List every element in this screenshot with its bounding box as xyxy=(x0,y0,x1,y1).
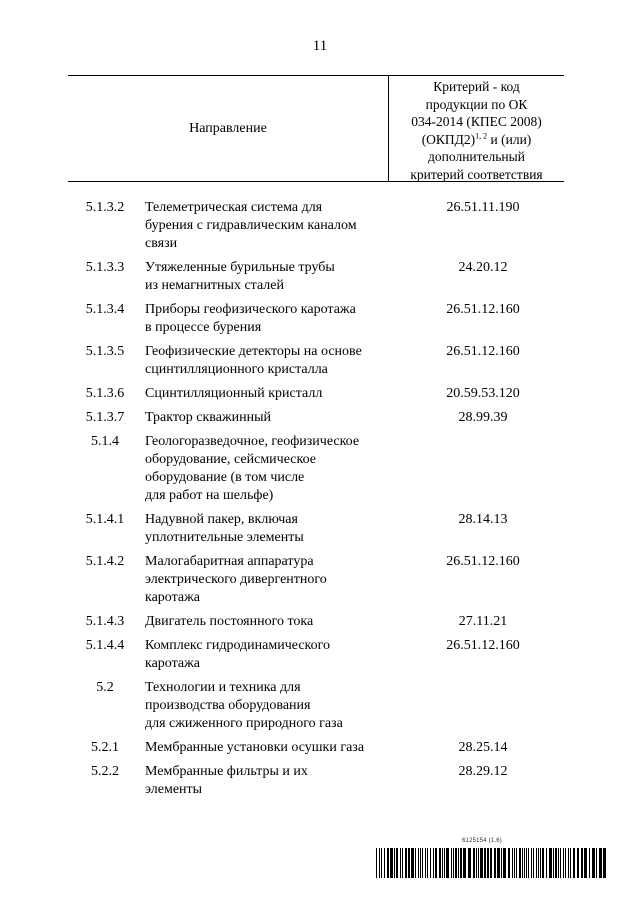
row-code: 26.51.12.160 xyxy=(446,554,520,569)
table-row xyxy=(68,409,564,427)
row-code: 26.51.12.160 xyxy=(446,638,520,653)
row-number: 5.1.3.6 xyxy=(85,386,125,401)
row-number: 5.1.3.7 xyxy=(85,410,125,425)
row-name: Сцинтилляционный кристалл xyxy=(145,386,323,401)
table-row xyxy=(68,301,564,337)
table-row xyxy=(68,553,564,607)
table-row xyxy=(68,343,564,379)
row-code: 24.20.12 xyxy=(458,260,508,275)
header-criterion-line: критерий соответствия xyxy=(410,166,543,182)
header-criterion-line: продукции по ОК xyxy=(425,96,528,112)
row-name: Трактор скважинный xyxy=(145,410,271,425)
table-row xyxy=(68,739,564,757)
row-name: Телеметрическая система для бурения с гидравлическим каналом связи xyxy=(145,200,357,251)
row-number: 5.1.3.4 xyxy=(85,302,125,317)
row-number: 5.1.4.2 xyxy=(85,554,125,569)
row-name: Мембранные фильтры и их элементы xyxy=(145,764,308,797)
table-row-section xyxy=(68,433,564,505)
row-number: 5.1.4.4 xyxy=(85,638,125,653)
row-code: 28.99.39 xyxy=(458,410,508,425)
footnote-reference: 1, 2 xyxy=(475,131,488,140)
row-name: Технологии и техника для производства оборудования для сжиженного природного газа xyxy=(145,680,343,731)
table-row xyxy=(68,259,564,295)
product-table xyxy=(68,75,564,805)
table-body xyxy=(68,199,564,799)
row-number: 5.2.2 xyxy=(91,764,119,779)
table-row xyxy=(68,637,564,673)
header-criterion-line: (ОКПД2)$^{1, 2}$ и (или) xyxy=(421,131,532,147)
row-code: 28.14.13 xyxy=(458,512,508,527)
page-number: 11 xyxy=(312,38,328,54)
barcode-caption: 6125154 (1.6) xyxy=(462,838,502,844)
row-number: 5.1.4 xyxy=(91,434,119,449)
row-name: Приборы геофизического каротажа в процессе бурения xyxy=(145,302,356,335)
row-number: 5.1.3.5 xyxy=(85,344,125,359)
header-direction: Направление xyxy=(189,120,267,136)
header-criterion-line: дополнительный xyxy=(428,149,525,164)
table-row-section xyxy=(68,679,564,733)
row-number: 5.1.4.1 xyxy=(85,512,125,527)
document-barcode xyxy=(376,836,606,882)
row-number: 5.1.3.2 xyxy=(85,200,125,215)
row-code: 26.51.11.190 xyxy=(446,200,520,215)
row-number: 5.2 xyxy=(96,680,114,695)
row-code: 20.59.53.120 xyxy=(446,386,520,401)
row-name: Малогабаритная аппаратура электрического дивергентного каротажа xyxy=(145,554,327,605)
header-criterion xyxy=(388,76,564,181)
row-name: Утяжеленные бурильные трубы из немагнитных сталей xyxy=(145,260,335,293)
table-header xyxy=(68,75,564,182)
row-number: 5.2.1 xyxy=(91,740,119,755)
header-criterion-line: Критерий - код xyxy=(433,79,520,94)
table-row xyxy=(68,613,564,631)
row-code: 26.51.12.160 xyxy=(446,302,520,317)
row-code: 28.25.14 xyxy=(458,740,508,755)
row-name: Геофизические детекторы на основе сцинтилляционного кристалла xyxy=(145,344,362,377)
row-code: 27.11.21 xyxy=(458,614,508,629)
row-name: Мембранные установки осушки газа xyxy=(145,740,365,755)
table-row xyxy=(68,763,564,799)
table-row xyxy=(68,511,564,547)
row-number: 5.1.4.3 xyxy=(85,614,125,629)
row-code: 26.51.12.160 xyxy=(446,344,520,359)
table-row xyxy=(68,199,564,253)
row-name: Надувной пакер, включая уплотнительные элементы xyxy=(145,512,304,545)
barcode-icon xyxy=(376,848,606,878)
row-name: Двигатель постоянного тока xyxy=(145,614,314,629)
row-name: Геологоразведочное, геофизическое оборудование, сейсмическое оборудование (в том числе для работ на шельфе) xyxy=(145,434,360,503)
row-code: 28.29.12 xyxy=(458,764,508,779)
header-criterion-line: 034-2014 (КПЕС 2008) xyxy=(411,114,542,129)
row-code xyxy=(402,679,564,733)
table-row xyxy=(68,385,564,403)
row-code xyxy=(402,433,564,505)
row-name: Комплекс гидродинамического каротажа xyxy=(145,638,331,671)
row-number: 5.1.3.3 xyxy=(85,260,125,275)
